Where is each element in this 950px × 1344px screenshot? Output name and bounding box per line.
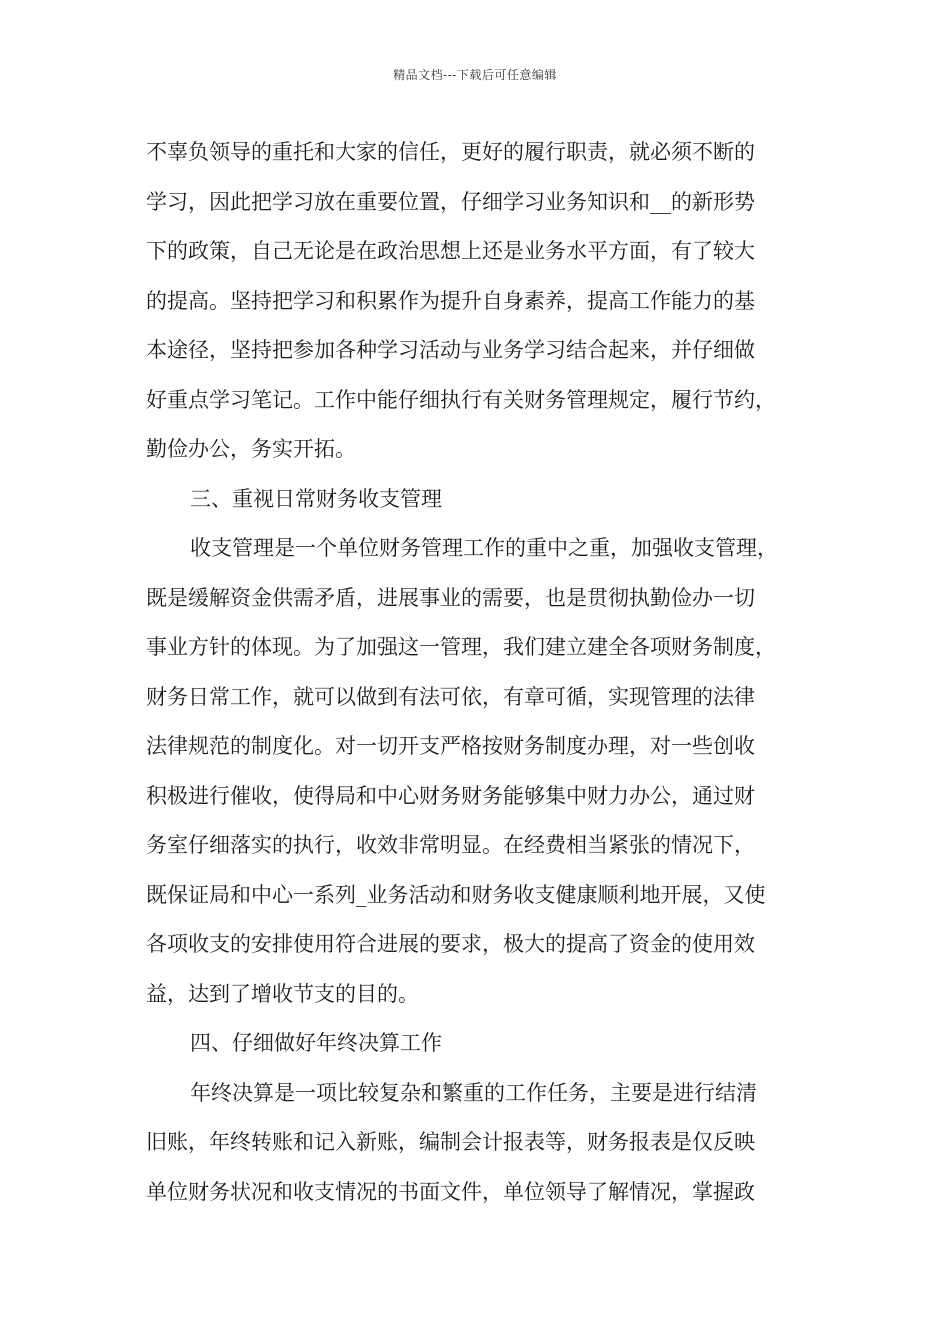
text-line: 财务日常工作，就可以做到有法可依，有章可循，实现管理的法律: [146, 684, 755, 709]
text-line: 旧账，年终转账和记入新账，编制会计报表等，财务报表是仅反映: [146, 1130, 755, 1154]
text-line: 既是缓解资金供需矛盾，进展事业的需要，也是贯彻执勤俭办一切: [146, 585, 755, 610]
text-line: 的提高。坚持把学习和积累作为提升自身素养，提高工作能力的基: [146, 288, 755, 313]
text-line: 既保证局和中心一系列_业务活动和财务收支健康顺利地开展，又使: [146, 882, 766, 907]
text-line: 各项收支的安排使用符合进展的要求，极大的提高了资金的使用效: [146, 932, 755, 956]
body-text: [146, 128, 806, 1217]
page-header: 精品文档---下载后可任意编辑: [393, 68, 557, 82]
text-line: 不辜负领导的重托和大家的信任，更好的履行职责，就必须不断的: [146, 140, 755, 164]
text-line: 益，达到了增收节支的目的。: [146, 981, 419, 1006]
text-line: 学习，因此把学习放在重要位置，仔细学习业务知识和__的新形势: [146, 189, 755, 214]
text-line: 收支管理是一个单位财务管理工作的重中之重，加强收支管理，: [190, 536, 778, 560]
text-line: 下的政策，自己无论是在政治思想上还是业务水平方面，有了较大: [146, 239, 755, 263]
text-line: 年终决算是一项比较复杂和繁重的工作任务，主要是进行结清: [190, 1080, 757, 1105]
text-line: 法律规范的制度化。对一切开支严格按财务制度办理，对一些创收: [146, 734, 755, 758]
text-line: 好重点学习笔记。工作中能仔细执行有关财务管理规定，履行节约，: [146, 387, 776, 412]
text-line: 勤俭办公，务实开拓。: [146, 437, 356, 461]
text-line: 本途径，坚持把参加各种学习活动与业务学习结合起来，并仔细做: [146, 338, 755, 362]
text-line: 单位财务状况和收支情况的书面文件，单位领导了解情况，掌握政: [146, 1179, 755, 1204]
text-line: 务室仔细落实的执行，收效非常明显。在经费相当紧张的情况下，: [146, 833, 755, 857]
text-line: 事业方针的体现。为了加强这一管理，我们建立建全各项财务制度，: [146, 635, 776, 659]
text-line: 积极进行催收，使得局和中心财务财务能够集中财力办公，通过财: [146, 783, 755, 808]
text-line: 四、仔细做好年终决算工作: [190, 1031, 442, 1055]
text-line: 三、重视日常财务收支管理: [190, 486, 442, 511]
